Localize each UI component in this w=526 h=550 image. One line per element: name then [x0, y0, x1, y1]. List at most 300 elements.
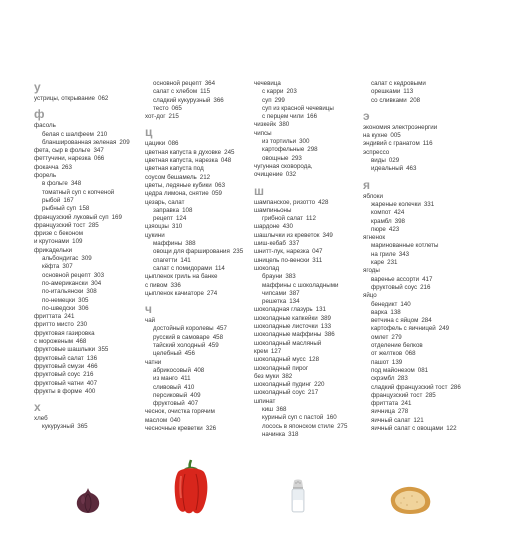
index-entry [363, 193, 488, 201]
index-entry [254, 248, 372, 256]
index-entry-term: скрэмбл [371, 375, 395, 383]
index-entry-page: 278 [397, 408, 409, 416]
index-entry [363, 259, 488, 267]
index-entry-page: 005 [390, 132, 401, 140]
index-entry [363, 149, 488, 157]
index-entry-term: пашот [371, 358, 389, 366]
index-entry [363, 359, 488, 367]
index-entry-page: 285 [88, 221, 99, 229]
index-entry-term: с пивом [145, 281, 168, 289]
index-entry-page: 215 [168, 113, 179, 121]
index-entry [145, 240, 263, 248]
index-entry [254, 223, 372, 231]
index-entry-page: 121 [413, 416, 424, 424]
index-entry-term: кёфта [42, 263, 60, 271]
index-entry [363, 80, 488, 88]
index-entry [145, 80, 263, 88]
index-entry [34, 180, 152, 188]
index-entry-page: 114 [214, 264, 225, 272]
index-entry [145, 367, 263, 375]
index-entry-page: 407 [86, 379, 98, 387]
index-entry [363, 209, 488, 217]
index-entry-page: 136 [86, 354, 98, 362]
index-entry-term: французский луковый суп [34, 213, 109, 221]
index-entry-term: фризе с беконом [34, 230, 83, 238]
index-entry-term: шоколадные капкейки [254, 314, 318, 322]
index-entry [254, 365, 372, 373]
index-entry-term: шоколадный мусс [254, 356, 306, 364]
index-entry-term: чипсы [254, 129, 272, 137]
index-entry [363, 251, 488, 259]
index-entry [34, 272, 152, 280]
index-entry-page: 300 [299, 138, 310, 146]
index-entry [145, 223, 263, 231]
index-entry-term: чипсами [262, 289, 287, 297]
index-entry-term: хлеб [34, 415, 48, 423]
index-entry-term: шампиньоны [254, 206, 292, 214]
index-entry-term: шоколадный пудинг [254, 381, 312, 389]
index-section-letter: ф [34, 107, 45, 122]
index-entry-page: 208 [409, 96, 421, 104]
index-entry [254, 306, 372, 314]
index-entry [363, 425, 488, 433]
index-entry [363, 350, 488, 358]
index-entry [145, 282, 263, 290]
index-entry-page: 245 [224, 148, 235, 156]
index-entry-page: 417 [422, 275, 433, 283]
index-entry-term: фрикадельки [34, 246, 73, 254]
index-entry [363, 242, 488, 250]
index-entry [254, 348, 372, 356]
index-entry-page: 122 [446, 424, 457, 432]
index-entry-term: фруктовый смузи [34, 362, 85, 370]
index-entry-page: 212 [199, 173, 211, 181]
index-entry-term: фруктовые шашлыки [34, 346, 96, 354]
index-entry-page: 428 [318, 198, 329, 206]
index-entry-page: 466 [87, 362, 98, 370]
index-entry [254, 232, 372, 240]
index-entry-page: 029 [388, 157, 400, 165]
index-entry-term: маслом [145, 416, 168, 424]
index-entry-page: 059 [211, 190, 222, 198]
index-entry [34, 305, 152, 313]
index-entry-term: брауни [262, 273, 283, 281]
index-entry-term: картофельные [262, 146, 305, 154]
index-entry-term: кукурузный [42, 423, 75, 431]
index-entry [363, 392, 488, 400]
index-entry-page: 158 [79, 205, 90, 213]
index-entry [145, 140, 263, 148]
index-entry-page: 407 [187, 400, 199, 408]
index-entry-term: яблоки [363, 192, 383, 200]
index-entry-term: салат с хлебом [153, 88, 198, 96]
index-entry-term: цыпленок качиаторе [145, 289, 204, 297]
index-entry [34, 388, 152, 396]
index-entry-term: цезарь, салат [145, 198, 185, 206]
index-entry [254, 257, 372, 265]
red-pepper-icon [172, 458, 210, 516]
index-entry-term: салат с помидорами [153, 264, 212, 272]
index-entry-page: 366 [213, 96, 224, 104]
index-entry [254, 323, 372, 331]
index-entry-page: 364 [204, 80, 216, 87]
index-entry-page: 458 [212, 333, 224, 341]
index-entry [254, 431, 372, 439]
index-entry [34, 346, 152, 354]
index-entry-page: 349 [322, 231, 333, 239]
index-entry-term: чеснок, очистка горячим [145, 408, 215, 416]
index-entry [34, 164, 152, 172]
index-entry-term: со сливками [371, 96, 407, 104]
index-entry-term: сладкий французский тост [371, 383, 448, 391]
index-entry-term: цацики [145, 140, 166, 148]
index-entry [34, 255, 152, 263]
index-entry-term: салат с кедровыми [371, 80, 426, 87]
index-entry [34, 139, 152, 147]
index-entry-term: абрикосовый [153, 366, 191, 374]
index-entry-term: цветы, ледяные кубики [145, 181, 212, 189]
index-entry [145, 408, 263, 416]
index-entry-term: форель [34, 172, 57, 180]
index-entry [34, 380, 152, 388]
index-entry-term: идеальный [371, 165, 404, 173]
index-entry-term: основной рецепт [42, 271, 91, 279]
index-entry-page: 140 [400, 300, 411, 308]
index-entry [254, 265, 372, 273]
index-entry-term: решетка [262, 298, 287, 306]
index-entry [363, 292, 488, 300]
index-entry-page: 306 [78, 304, 89, 312]
index-entry [34, 205, 152, 213]
salt-shaker-icon [287, 478, 309, 514]
index-entry-page: 408 [193, 366, 205, 374]
onion-icon [74, 486, 102, 514]
bread-icon [388, 484, 432, 516]
index-entry-term: чесночные креветки [145, 424, 203, 432]
index-entry [34, 222, 152, 230]
index-entry-term: по-американски [42, 279, 88, 287]
index-entry [34, 355, 152, 363]
index-entry [34, 313, 152, 321]
index-entry [363, 384, 488, 392]
index-entry-page: 209 [119, 138, 130, 146]
index-entry-term: устрицы, открывание [34, 95, 95, 102]
index-entry-term: из манго [153, 375, 178, 383]
index-entry-term: по-шведски [42, 304, 76, 312]
index-entry [34, 122, 152, 130]
index-entry-page: 113 [403, 88, 414, 96]
index-entry-term: сладкий кукурузный [153, 96, 211, 104]
index-entry [254, 97, 372, 105]
index-entry [34, 189, 152, 197]
index-entry-term: начинка [262, 430, 286, 438]
index-section-letter: х [34, 400, 41, 415]
index-entry [254, 373, 372, 381]
index-entry [363, 276, 488, 284]
index-entry-page: 068 [405, 350, 416, 358]
index-entry-term: орешками [371, 88, 401, 96]
index-entry-page: 331 [423, 200, 435, 208]
index-entry-page: 318 [288, 430, 299, 438]
index-entry [145, 334, 263, 342]
index-entry-term: шоколадная глазурь [254, 306, 313, 314]
index-entry [254, 356, 372, 364]
index-entry-page: 112 [306, 215, 316, 223]
index-entry-term: фруктовый соус [371, 283, 418, 291]
index-entry-term: хот-дог [145, 113, 166, 121]
index-entry-term: русский в самоваре [153, 333, 210, 341]
index-entry-page: 230 [76, 321, 88, 329]
index-entry [145, 149, 263, 157]
index-entry-page: 348 [70, 180, 82, 188]
index-section-letter: я [363, 177, 371, 192]
index-entry-page: 387 [289, 289, 300, 297]
index-entry-term: феттучини, нарезка [34, 155, 91, 163]
index-entry-page: 274 [206, 289, 218, 297]
index-entry-term: целебный [153, 350, 182, 358]
index-entry [145, 157, 263, 165]
index-entry-page: 235 [232, 248, 244, 256]
index-entry-term: фриттата [34, 313, 62, 321]
index-entry [363, 367, 488, 375]
index-entry-page: 203 [286, 88, 297, 96]
index-entry [363, 317, 488, 325]
index-entry [34, 263, 152, 271]
index-entry-page: 217 [307, 389, 319, 397]
index-entry [254, 298, 372, 306]
index-entry-term: цукини [145, 231, 165, 239]
index-entry [34, 288, 152, 296]
index-entry [363, 88, 488, 96]
index-entry-page: 284 [421, 317, 432, 325]
index-entry [254, 88, 372, 96]
index-entry [145, 207, 263, 215]
index-section-letter: ш [254, 183, 265, 198]
index-entry-term: рыбой [42, 196, 61, 204]
index-column-3 [254, 80, 372, 439]
index-entry-term: достойный королевы [153, 325, 214, 333]
index-entry-term: рыбный суп [42, 205, 77, 213]
index-entry [363, 284, 488, 292]
index-entry-term: эндивий с гранатом [363, 140, 420, 148]
index-entry-term: цветная капуста, нарезка [145, 157, 218, 165]
index-entry [363, 132, 488, 140]
index-entry-term: заправка [153, 206, 180, 214]
index-entry [254, 282, 372, 290]
index-entry-term: шардоне [254, 223, 280, 231]
index-entry-page: 307 [62, 263, 73, 271]
index-entry-page: 231 [387, 259, 398, 267]
index-entry-term: яйцо [363, 292, 377, 300]
index-entry-page: 139 [391, 358, 403, 366]
index-entry-term: шоколадный пирог [254, 364, 309, 372]
index-entry [145, 105, 263, 113]
index-entry-term: по-немецки [42, 296, 76, 304]
index-entry-term: куриный суп с пастой [262, 414, 324, 422]
index-entry [34, 338, 152, 346]
index-entry-term: цыпленок гриль на банке [145, 273, 218, 281]
index-entry [34, 371, 152, 379]
index-entry-page: 411 [180, 375, 191, 383]
index-entry-term: компот [371, 209, 391, 217]
index-entry-term: маринованные котлеты [371, 242, 439, 250]
index-entry [363, 234, 488, 242]
index-entry [363, 309, 488, 317]
index-entry [363, 408, 488, 416]
index-entry [34, 230, 152, 238]
index-entry-term: шоколад [254, 264, 280, 272]
index-entry-term: ягненок [363, 234, 386, 242]
index-entry-term: цедра лимона, снятие [145, 190, 209, 198]
index-entry [363, 157, 488, 165]
index-entry [254, 146, 372, 154]
index-entry-term: альбондигас [42, 255, 79, 263]
index-entry [34, 363, 152, 371]
index-entry-page: 299 [274, 96, 285, 104]
index-entry-term: фета, сыр в фольге [34, 147, 91, 155]
index-entry [254, 199, 372, 207]
index-entry-term: с перцем чили [262, 113, 304, 121]
index-entry-term: сливовый [153, 383, 182, 391]
index-entry [34, 172, 152, 180]
index-entry [145, 375, 263, 383]
index-section-letter: ц [145, 125, 153, 140]
index-entry-term: суп [262, 96, 272, 104]
index-entry-term: эспрессо [363, 148, 390, 156]
index-entry-page: 040 [170, 416, 181, 424]
index-entry-page: 308 [86, 288, 97, 296]
index-column-2 [145, 80, 263, 433]
index-entry-term: фокачча [34, 163, 59, 171]
index-entry [145, 165, 263, 173]
index-entry-page: 032 [285, 171, 297, 179]
index-entry [254, 240, 372, 248]
index-entry-term: фритто мисто [34, 321, 74, 329]
index-entry [254, 381, 372, 389]
index-entry-page: 210 [96, 130, 108, 138]
index-entry-term: цветная капуста под [145, 165, 204, 173]
index-entry-term: тесто [153, 104, 169, 112]
index-entry-term: яичный салат с овощами [371, 424, 444, 432]
index-entry-term: шницель по-венски [254, 256, 310, 264]
index-entry [145, 174, 263, 182]
index-entry-page: 128 [308, 356, 320, 364]
index-entry [34, 238, 152, 246]
index-entry-term: шоколадные листочки [254, 323, 318, 331]
index-entry-term: чечевица [254, 80, 281, 87]
index-entry-page: 368 [276, 405, 287, 413]
index-entry [254, 423, 372, 431]
index-entry [254, 138, 372, 146]
index-entry-page: 343 [398, 250, 410, 258]
index-entry [363, 201, 488, 209]
index-entry-page: 169 [111, 213, 122, 221]
index-entry [254, 121, 372, 129]
index-entry [363, 165, 488, 173]
index-entry-page: 167 [63, 196, 74, 204]
index-entry-page: 311 [312, 256, 323, 264]
index-entry [254, 171, 372, 179]
index-entry [145, 182, 263, 190]
index-section-letter: э [363, 108, 370, 123]
index-entry [254, 273, 372, 281]
index-entry-term: без муки [254, 372, 279, 380]
index-entry-page: 409 [190, 391, 201, 399]
index-entry [34, 330, 152, 338]
index-entry [254, 130, 372, 138]
index-entry-page: 216 [83, 371, 94, 379]
index-entry-term: фрукты в форме [34, 387, 83, 395]
index-entry-page: 249 [438, 325, 450, 333]
index-entry [254, 290, 372, 298]
index-entry-page: 383 [285, 273, 296, 281]
index-entry [34, 423, 152, 431]
index-entry [363, 124, 488, 132]
index-entry-page: 134 [289, 298, 300, 306]
index-entry [145, 342, 263, 350]
index-entry-page: 241 [64, 313, 75, 321]
index-entry-term: тайский холодный [153, 342, 206, 350]
index-entry [363, 417, 488, 425]
index-entry-page: 355 [98, 346, 109, 354]
index-entry-page: 423 [388, 225, 400, 233]
index-entry-term: яичница [371, 408, 395, 416]
index-entry [363, 400, 488, 408]
index-entry [145, 248, 263, 256]
index-entry-term: фруктовый чатни [34, 379, 84, 387]
index-entry [34, 95, 152, 103]
index-entry-term: киш [262, 405, 274, 413]
index-entry-term: в фольге [42, 180, 68, 188]
index-entry [363, 334, 488, 342]
index-entry-term: белая с шалфеем [42, 130, 94, 138]
index-entry [363, 325, 488, 333]
index-entry [145, 190, 263, 198]
index-entry [34, 297, 152, 305]
index-entry-page: 457 [216, 325, 227, 333]
index-entry [145, 273, 263, 281]
index-entry [254, 340, 372, 348]
index-entry-page: 124 [175, 215, 187, 223]
index-entry-page: 424 [393, 209, 405, 217]
index-entry-term: экономия электроэнергии [363, 123, 438, 131]
index-entry [363, 375, 488, 383]
index-entry [145, 392, 263, 400]
index-entry-page: 298 [307, 146, 318, 154]
index-entry [145, 400, 263, 408]
index-entry-page: 310 [171, 223, 183, 231]
index-entry-page: 430 [282, 223, 293, 231]
index-entry [254, 207, 372, 215]
index-entry [34, 131, 152, 139]
index-entry-page: 286 [450, 383, 461, 391]
index-entry-page: 109 [72, 238, 83, 246]
index-entry-page: 326 [205, 424, 217, 432]
index-entry [145, 417, 263, 425]
index-entry [254, 398, 372, 406]
index-entry-term: по-итальянски [42, 288, 84, 296]
index-entry-term: маффины с шоколадными [262, 281, 339, 289]
index-entry-page: 380 [278, 121, 290, 129]
index-entry-page: 382 [281, 372, 293, 380]
index-entry-term: бланшированная зеленая [42, 138, 117, 146]
index-entry [145, 113, 263, 121]
index-entry [34, 415, 152, 423]
index-entry-term: цзяоцзы [145, 223, 169, 231]
index-entry-term: фруктовый соус [34, 371, 81, 379]
index-entry-page: 048 [220, 157, 232, 165]
index-entry-term: яичный салат [371, 416, 411, 424]
